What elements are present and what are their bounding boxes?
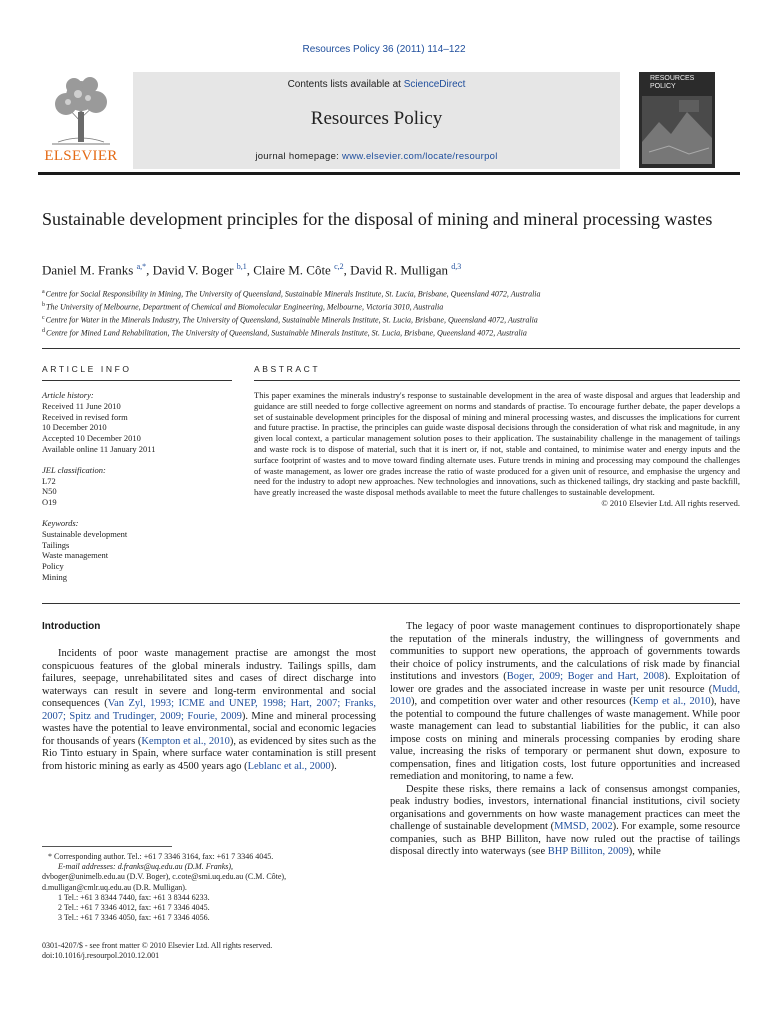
abstract-rule [254,380,740,381]
author-name: David V. Boger [152,262,234,278]
issn-line: 0301-4207/$ - see front matter © 2010 Elsevier Ltd. All rights reserved. [42,941,273,950]
body-rule [42,603,740,604]
footnote-email[interactable]: E-mail addresses: d.franks@uq.edu.au (D.M. Franks), [58,862,234,872]
affiliation-item [42,300,742,313]
affiliation-key: b [42,302,45,309]
abstract-copyright: © 2010 Elsevier Ltd. All rights reserved. [601,497,740,508]
affiliation-key: a [42,289,45,295]
article-info-heading: ARTICLE INFO [42,364,132,374]
journal-name: Resources Policy [310,108,443,129]
contents-line [133,79,620,90]
keyword: Policy [42,561,64,572]
history-item: Available online 11 January 2011 [42,443,156,454]
body-text: ), while [628,846,661,857]
citation-link[interactable]: Kempton et al., 2010 [141,735,230,747]
body-text: ). [330,760,337,772]
author-affiliation-link[interactable]: b,1 [236,262,247,271]
front-matter [42,941,376,962]
author-name: David R. Mulligan [350,262,449,278]
footnote-phone: 1 Tel.: +61 3 8344 7440, fax: +61 3 8344 6233. [58,892,210,902]
body-text: ). Exploitation of lower ore grades and the associated increase in waste per unit resource ( [390,671,741,695]
section-rule [42,348,740,349]
footnote-email[interactable]: d.mulligan@cmlr.uq.edu.au (D.R. Mulligan). [42,882,187,892]
publisher-wordmark: ELSEVIER [44,148,118,164]
journal-citation-link[interactable]: Resources Policy 36 (2011) 114–122 [302,44,466,55]
author-affiliation-link[interactable]: d,3 [451,262,462,271]
history-item: Received in revised form [42,411,128,422]
jel-label: JEL classification: [42,464,106,475]
homepage-prefix: journal homepage: [255,151,343,162]
article-title: Sustainable development principles for the disposal of mining and mineral processing wastes [42,209,713,229]
keyword: Waste management [42,550,109,561]
body-paragraph [390,784,740,859]
affiliation-item [42,326,742,339]
body-text: ), and competition over water and other resources ( [411,696,633,707]
affiliation-text: Centre for Water in the Minerals Industry, The University of Queensland, Sustainable Minerals Institute, St. Lucia, Brisbane, Queensland 4072, Australia [45,315,538,325]
citation-link[interactable]: BHP Billiton, 2009 [547,846,629,857]
body-column-left [42,648,376,773]
citation-link[interactable]: Boger, 2009; Boger and Hart, 2008 [506,671,665,682]
author-name: Daniel M. Franks [42,262,134,278]
jel-code: N50 [42,486,57,497]
footnote-phone: 3 Tel.: +61 7 3346 4050, fax: +61 7 3346 4056. [58,913,210,923]
body-paragraph [390,621,740,784]
author-list: Daniel M. Franks $^{a,*}$, David V. Boger $^{b,1}$, Claire M. Côte $^{c,2}$, David R. Mulligan $^{d,3}$ [42,262,462,278]
footnote-rule [42,846,172,847]
citation-link[interactable]: Kemp et al., 2010 [632,696,711,707]
abstract [254,390,740,509]
body-text: ). Mine and mineral processing wastes have the potential to leave environmental, social and economic legacies for thousands of years ( [42,710,377,747]
sciencedirect-link[interactable]: ScienceDirect [403,79,466,90]
keyword: Mining [42,571,68,582]
journal-homepage-link[interactable]: www.elsevier.com/locate/resourpol [342,151,498,162]
footnote-email[interactable]: dvboger@unimelb.edu.au (D.V. Boger), c.cote@smi.uq.edu.au (C.M. Côte), [42,872,287,882]
contents-prefix: Contents lists available at [287,79,404,90]
info-rule [42,380,232,381]
history-item: Accepted 10 December 2010 [42,433,141,444]
body-paragraph [42,648,376,773]
affiliation-text: Centre for Social Responsibility in Mining, The University of Queensland, Sustainable Minerals Institute, St. Lucia, Brisbane, Queensland 4072, Australia [45,289,541,299]
footnote-corresponding: * Corresponding author. Tel.: +61 7 3346 3164, fax: +61 7 3346 4045. [48,852,274,861]
header-rule [38,172,740,175]
jel-code: L72 [42,475,56,486]
affiliation-key: c [42,315,45,322]
journal-homepage-line [133,151,620,162]
jel-code: O19 [42,497,57,508]
body-text: ), have the potential to compound the future challenges of waste management. While poor waste management can lead to substantial liabilities for the public, it can also impose costs on mining and minerals processing companies by eroding share value, increasing the risks of temporary or permanent shut down, exposure to compensation, fines and litigation costs, lost future opportunities and increased remediation and monitoring, to name a few. [390,696,740,782]
body-text: ). For example, some resource companies, such as BHP Billiton, have now ruled out the practise of tailings disposal directly into waterways (see [390,821,740,857]
author-affiliation-link[interactable]: a,* [136,262,147,271]
body-text: ), as evidenced by sites such as the Rio Tinto estuary in Spain, where surface water contamination is still present from historic mining as early as 4500 years ago ( [42,735,377,772]
affiliation-item [42,313,742,326]
article-info [42,390,232,583]
author-name: Claire M. Côte [253,262,331,278]
body-column-right [390,621,740,859]
cover-title: RESOURCES POLICY [650,75,695,90]
body-text: The legacy of poor waste management continues to disproportionately shape the reputation of the minerals industry, the willingness of governments and communities to support new operations, the approach of governments towards their choice of policy instruments, and the calculations of risk made by financial institutions and investors ( [390,621,740,682]
keyword: Sustainable development [42,528,128,539]
citation-link[interactable]: Leblanc et al., 2000 [247,760,331,772]
keyword: Tailings [42,539,70,550]
affiliation-key: d [42,328,45,335]
introduction-heading: Introduction [42,621,101,632]
body-text: Despite these risks, there remains a lack of consensus amongst companies, peak industry bodies, investors, international financial institutions, civil society organisations and governments on how waste management practices can meet the challenge of sustainable development ( [390,783,740,832]
affiliation-item [42,287,742,300]
citation-link[interactable]: Van Zyl, 1993; ICME and UNEP, 1998; Hart, 2007; Franks, 2007; Spitz and Trudinger, 2009; Fourie, 2009 [42,698,376,722]
footnotes [42,852,376,923]
citation-link[interactable]: MMSD, 2002 [554,821,613,832]
keywords-label: Keywords: [42,517,79,528]
affiliation-text: The University of Melbourne, Department of Chemical and Biomolecular Engineering, Melbourne, Victoria 3010, Australia [46,302,444,312]
affiliations [42,287,742,339]
history-label: Article history: [42,390,94,400]
body-text: Incidents of poor waste management practise are amongst the most conspicuous features of the global minerals industry. Tailings spills, dam failures, seepage, unrehabilitated sites and cases of direct discharge into waterways can result in severe and long-term environmental and social consequences ( [42,648,376,709]
footnote-phone: 2 Tel.: +61 7 3346 4012, fax: +61 7 3346 4045. [58,903,210,913]
abstract-heading: ABSTRACT [254,364,321,374]
history-item: Received 11 June 2010 [42,400,121,411]
affiliation-text: Centre for Mined Land Rehabilitation, The University of Queensland, Sustainable Minerals Institute, St. Lucia, Brisbane, Queensland 4072, Australia [46,328,527,338]
author-affiliation-link[interactable]: c,2 [334,262,344,271]
abstract-body: This paper examines the minerals industry's response to sustainable development in the area of waste disposal and argues that leadership and guidance are still needed to forge collective agreement on norms and standards of practise. To encourage further debate, the paper develops a set of sustainable development principles for the disposal of mining and mineral processing wastes, and discusses the implications for current and future practise. In practise, the principles can guide waste disposal decisions through the consideration of what risk and magnitude, in any given local context, a particular management solution poses to their application. The sustainability challenge in the management of tailings and waste rock is to dispose of material, such that it is inert or, if not, stable and contained, to minimise water and energy inputs and the surface footprint of wastes and to move toward finding alternate uses. Future trends in mining and processing may compound the challenges of waste management, as lower ore grades increase the ratio of waste produced for a given unit of resource, and emphasise the urgency and need for the industry to adopt new approaches. New technologies and innovations, such as thickened tailings, dry stacking and paste backfill, have greatly increased the waste disposal methods available to meet the future challenges to sustainable development. [254,390,740,498]
history-item: 10 December 2010 [42,422,107,433]
doi-link[interactable]: doi:10.1016/j.resourpol.2010.12.001 [42,951,160,961]
citation-link[interactable]: Mudd, 2010 [390,683,740,707]
